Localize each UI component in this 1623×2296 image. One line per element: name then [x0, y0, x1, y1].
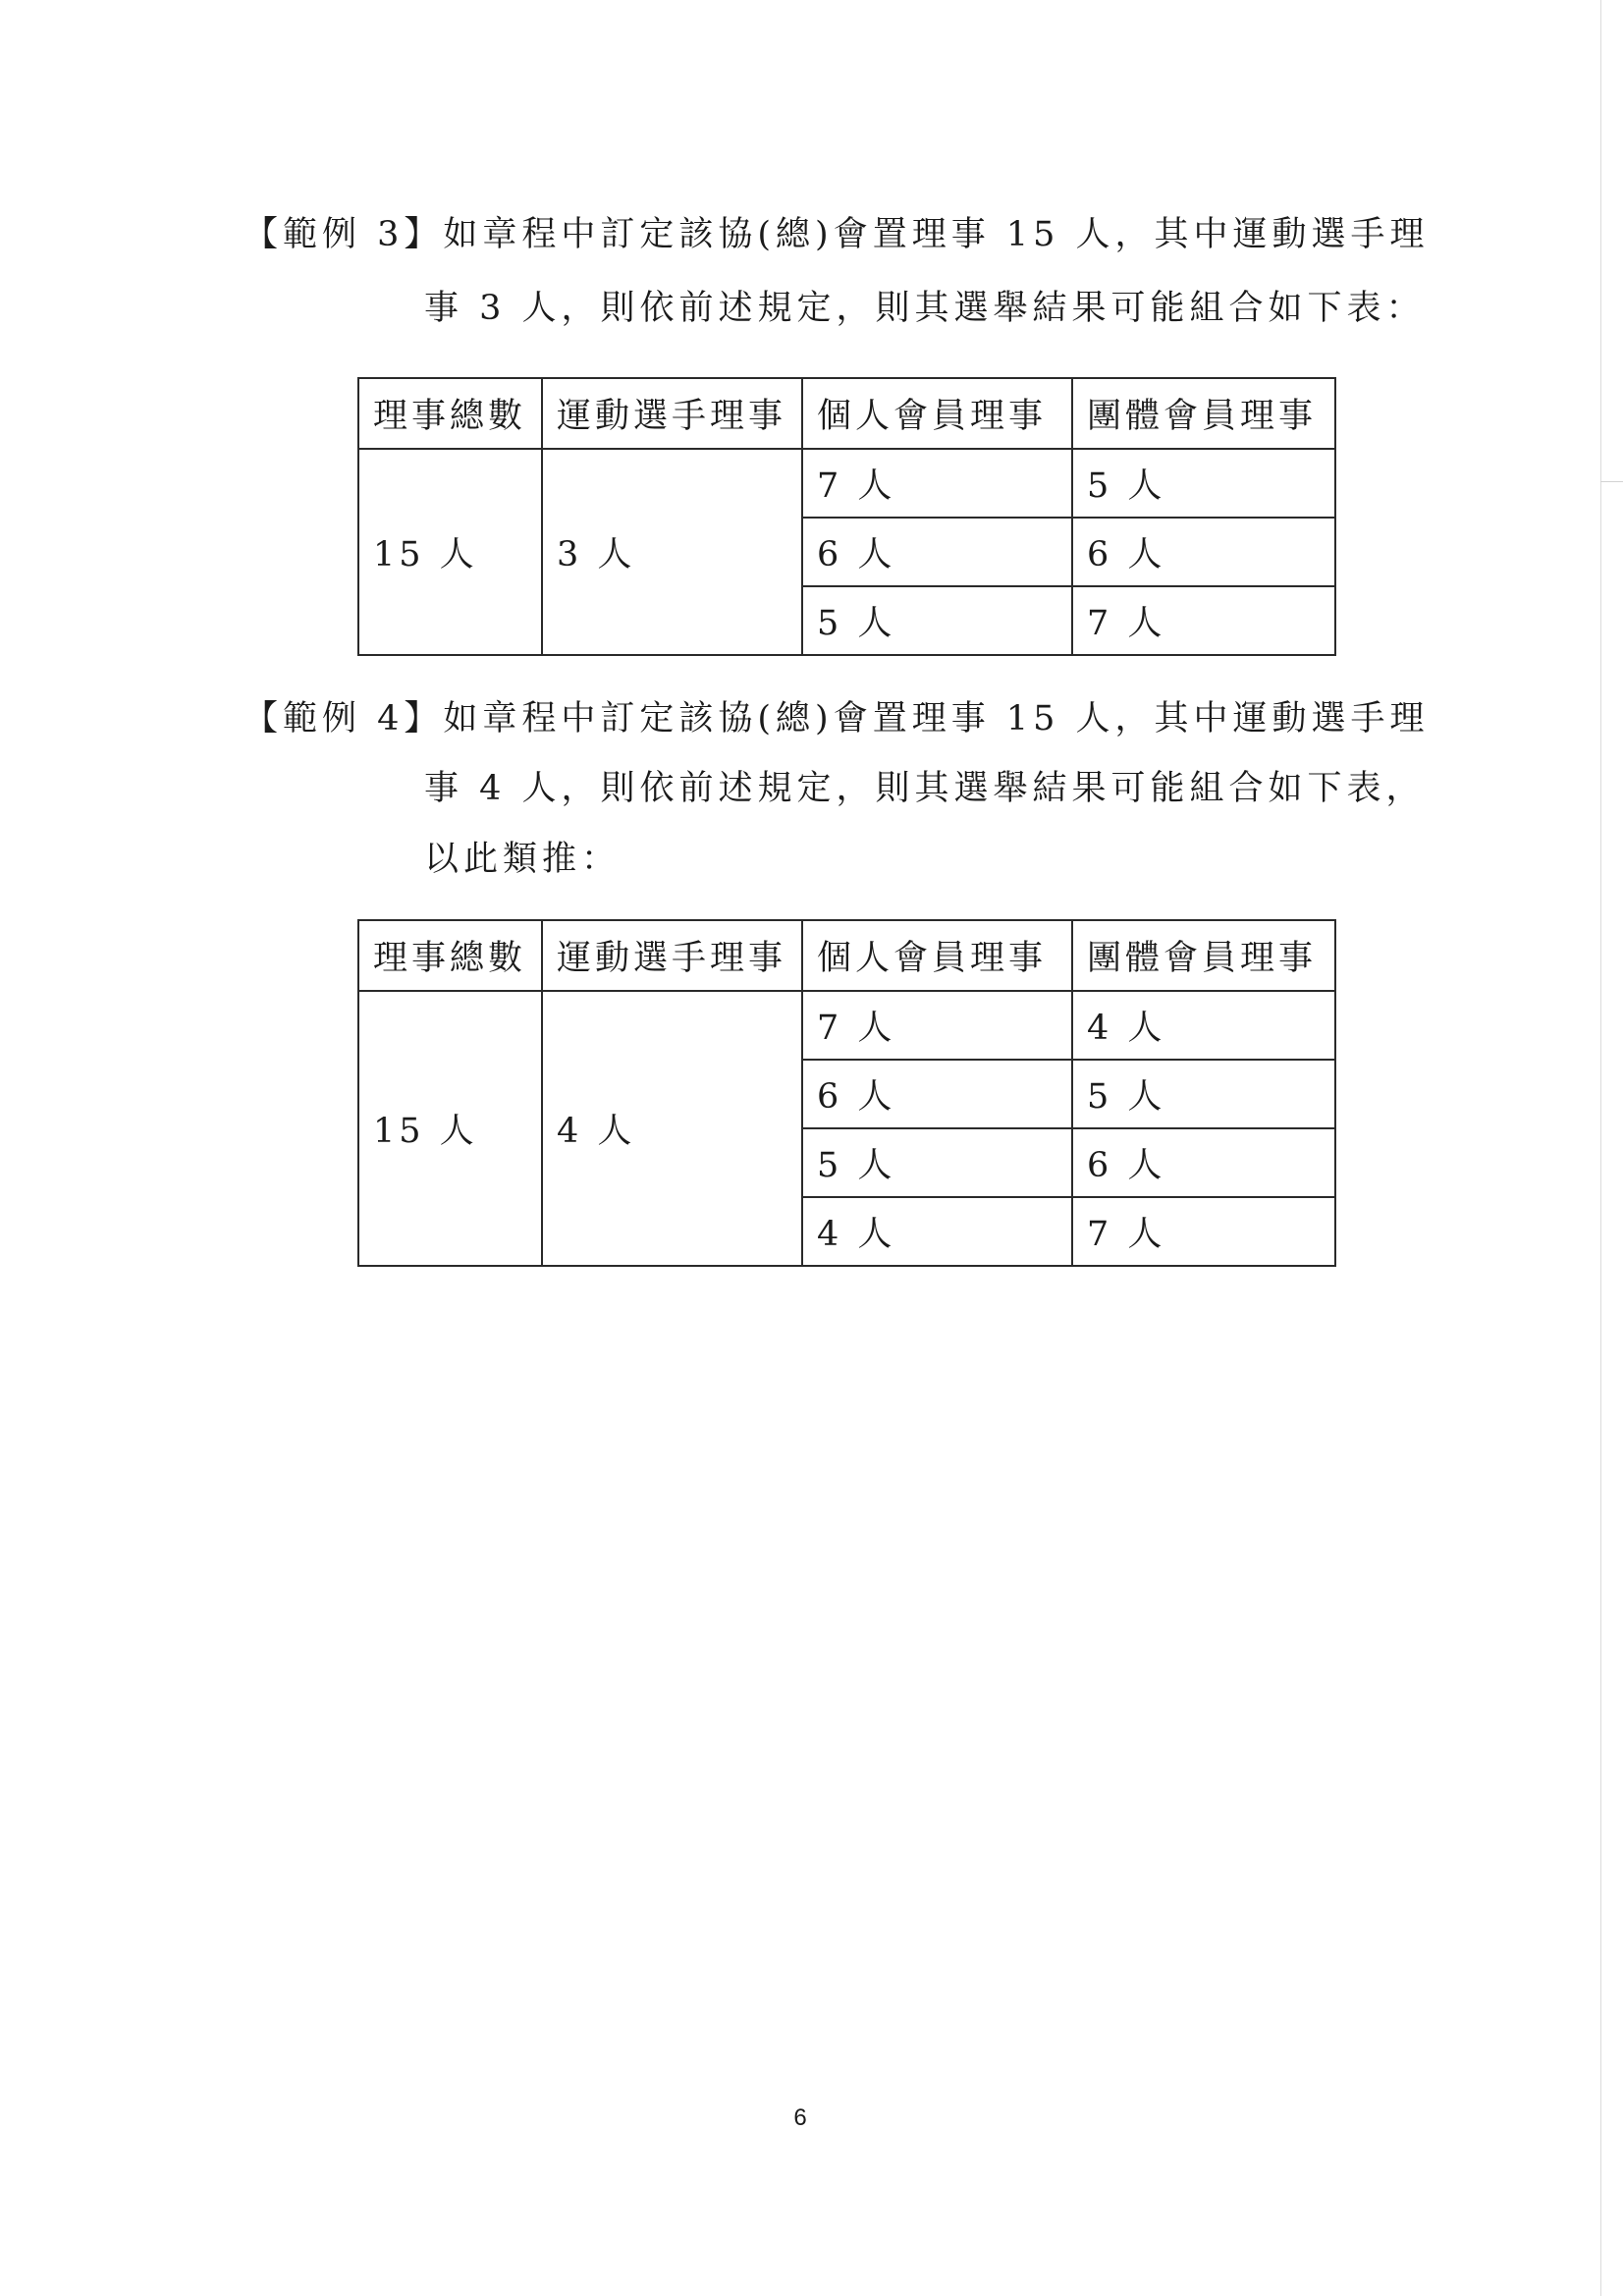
header-total: 理事總數 — [358, 378, 542, 449]
group-cell: 6 人 — [1072, 518, 1335, 586]
individual-cell: 5 人 — [802, 1128, 1072, 1197]
page-number: 6 — [793, 2105, 807, 2131]
individual-cell: 4 人 — [802, 1197, 1072, 1266]
individual-cell: 7 人 — [802, 449, 1072, 518]
example4-table — [357, 919, 1336, 1267]
table-header-row — [358, 920, 1335, 991]
table-row — [358, 991, 1335, 1060]
example4-line3: 以此類推： — [424, 840, 622, 879]
individual-cell: 6 人 — [802, 1060, 1072, 1128]
example3-line1: 【範例 3】如章程中訂定該協(總)會置理事 15 人，其中運動選手理 — [243, 215, 1430, 254]
group-cell: 6 人 — [1072, 1128, 1335, 1197]
athlete-cell: 3 人 — [542, 449, 802, 655]
example4-line1: 【範例 4】如章程中訂定該協(總)會置理事 15 人，其中運動選手理 — [243, 699, 1430, 738]
group-cell: 4 人 — [1072, 991, 1335, 1060]
table-row — [358, 449, 1335, 518]
header-athlete: 運動選手理事 — [542, 920, 802, 991]
header-athlete: 運動選手理事 — [542, 378, 802, 449]
group-cell: 5 人 — [1072, 449, 1335, 518]
group-cell: 7 人 — [1072, 586, 1335, 655]
example4-line2: 事 4 人，則依前述規定，則其選舉結果可能組合如下表， — [424, 769, 1426, 808]
athlete-cell: 4 人 — [542, 991, 802, 1266]
header-group: 團體會員理事 — [1072, 920, 1335, 991]
page-edge-line — [1600, 0, 1601, 2296]
individual-cell: 5 人 — [802, 586, 1072, 655]
group-cell: 7 人 — [1072, 1197, 1335, 1266]
group-cell: 5 人 — [1072, 1060, 1335, 1128]
table-header-row — [358, 378, 1335, 449]
individual-cell: 7 人 — [802, 991, 1072, 1060]
individual-cell: 6 人 — [802, 518, 1072, 586]
example3-table — [357, 377, 1336, 656]
header-group: 團體會員理事 — [1072, 378, 1335, 449]
example3-line2: 事 3 人，則依前述規定，則其選舉結果可能組合如下表： — [424, 289, 1426, 328]
total-cell: 15 人 — [358, 991, 542, 1266]
page-edge-tick — [1600, 481, 1623, 482]
header-total: 理事總數 — [358, 920, 542, 991]
header-individual: 個人會員理事 — [802, 920, 1072, 991]
header-individual: 個人會員理事 — [802, 378, 1072, 449]
total-cell: 15 人 — [358, 449, 542, 655]
